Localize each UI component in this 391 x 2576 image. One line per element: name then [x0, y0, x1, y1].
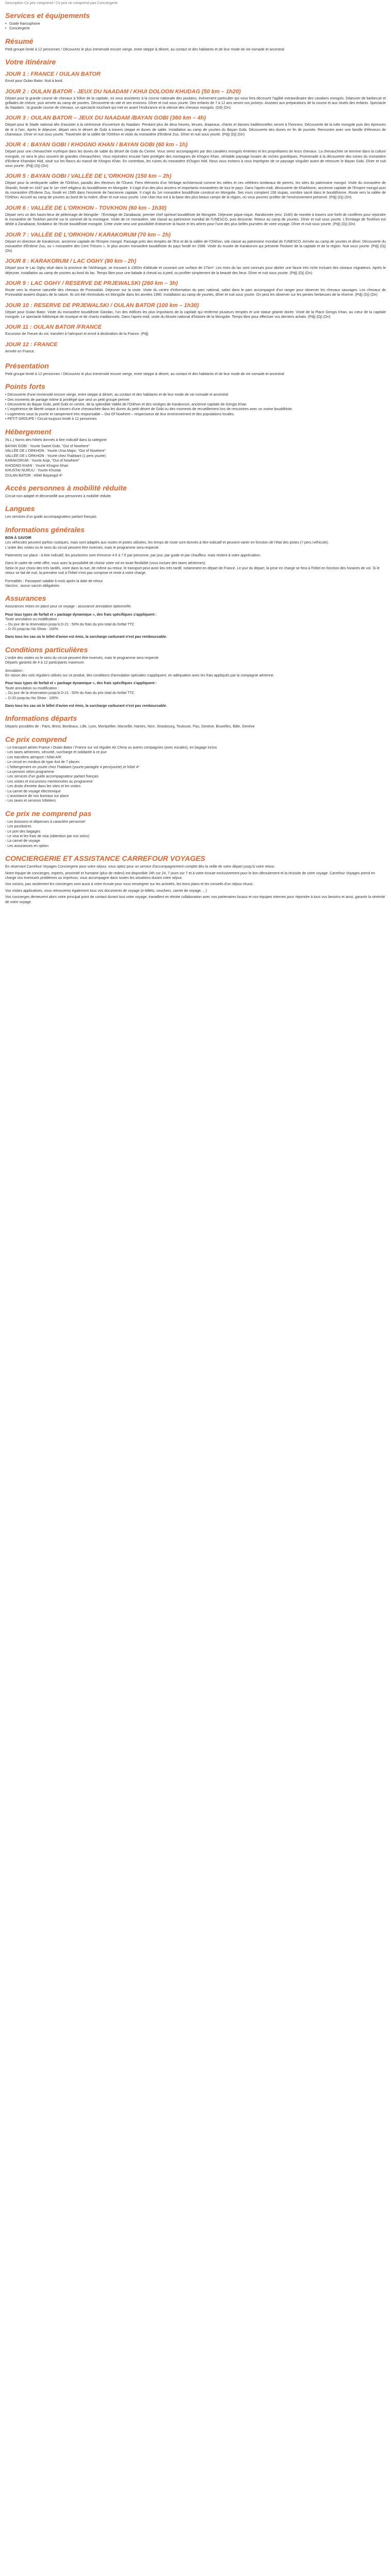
langues-section — [5, 504, 386, 519]
day-block — [5, 341, 386, 354]
info-paragraph: Vaccins : aucun vaccin obligatoire. — [5, 584, 60, 588]
prix-comprend-pas-title: Ce prix ne comprend pas — [5, 809, 92, 818]
info-paragraph: Dans le cadre de cette offre, vous avez la possibilité de choisir votre vol en toute flexibilité (vous incluez des taxes aériennes). — [5, 562, 206, 566]
day-text: Arrivée en France. — [5, 349, 35, 353]
list-item: - Les visites et excursions mentionnées au programme — [5, 779, 93, 784]
day-title: JOUR 1 : FRANCE / OULAN BATOR — [5, 71, 101, 78]
info-paragraph: Paiements sur place : à titre indicatif, les pourboires sont d'environ 4 € à 7 € par personne, par jour, par guide et par chauffeur, mais restent à votre appréciation. — [5, 553, 262, 557]
day-block — [5, 231, 386, 254]
list-item: - Les droits d'entrée dans les sites et les visites — [5, 785, 81, 789]
day-block — [5, 324, 386, 336]
resume-section — [5, 37, 386, 52]
day-title: JOUR 9 : LAC OGHY / RESERVE DE PRJEWALSKI (260 km – 3h) — [5, 280, 178, 287]
accessibility-title: Accès personnes à mobilité réduite — [5, 483, 127, 492]
day-text: Route vers la réserve naturelle des chevaux de Przewalski. Déjeuner sur la route. Visite du centre d'information du parc national, safari dans le parc accompagné d'un ranger pour observer les chevaux sauvages. Les chevaux de Przewalski avaient disparu de la nature. Ils ont été réintroduits en Mongolie dans les années 1990. Installation au camp de yourtes, dîner et nuit sous yourte. On peut les observer sur les pentes herbeuses de la réserve. (Pdj) (Dj) (Dn) — [5, 289, 386, 297]
assurances-section — [5, 594, 386, 639]
conditions-title: Conditions particulières — [5, 645, 88, 654]
day-block — [5, 280, 386, 298]
departs-text: Départs possibles de : Paris, Brest, Bordeaux, Lille, Lyon, Montpellier, Marseille, Nantes, Nice, Strasbourg, Toulouse, Pau, Genève, Bruxelles, Bâle, Genève — [5, 725, 255, 729]
day-block — [5, 114, 386, 137]
services-list — [5, 22, 386, 31]
conditions-paragraph: L'ordre des visites ou le sens du circuit peuvent être inversés, mais le programme sera respecté. — [5, 656, 159, 660]
list-item: • Logements sous la yourte et campement très responsable – Out Of Nowhere – respectueux de leur environnement et des populations locales. — [5, 412, 235, 416]
day-block — [5, 258, 386, 276]
hebergement-title: Hébergement — [5, 427, 52, 436]
page — [0, 0, 391, 917]
langues-text: Les services d'un guide accompagnateur parlant français — [5, 515, 96, 519]
list-item: • Découverte du Bayan Gobi, petit Gobi en centre, de la splendide Vallée de l'Orkhon et des vestiges de Karakorum, ancienne capitale de Gengis Khan — [5, 403, 247, 407]
itinerary-section — [5, 57, 386, 354]
day-title: JOUR 8 : KARAKORUM / LAC OGHY (80 km - 2h) — [5, 258, 137, 265]
presentation-section — [5, 361, 386, 377]
day-text: Départ vers un des hauts-lieux de pèlerinage de Mongolie : l'Ermitage de Zanabazar, premier chef spirituel bouddhiste de Mongolie. Déjeuner pique-nique. Randonnée (env. 1h30) de montée à travers une forêt de conifères pour rejoindre le monastère de Tovkhon perché sur le sommet de la montagne. Visite de ce monastère, site classé au patrimoine mondial de l'UNESCO, puis descente. Retour au camp de yourtes. Dîner et nuit sous yourte. L'Ermitage de Tovkhon est dédié à Zanabazar, fondateur de l'école bouddhiste mongole. Cette visite sera une possibilité d'observer la faune et les arbres pour l'une des plus belles journées de votre voyage. Dîner et nuit sous yourte. (Pdj) (Dj) (Dn) — [5, 213, 386, 227]
list-item: - Les taxes et services hôteliers — [5, 799, 56, 803]
day-text: Départ pour le Lac Oghy situé dans la province de l'Arkhangaï, se trouvant à 1300m d'altitude et couvrant une surface de 27km². Les rives du lac sont connues pour abriter une faune très riche incluant des oiseaux migrateurs. Après le déjeuner, installation au camp de yourtes au bord du lac. Temps libre pour une balade à cheval ou à pied, ou profiter simplement de la beauté des lieux. Dîner et nuit sous yourte. (Pdj) (Dj) (Dn) — [5, 266, 386, 275]
conditions-section — [5, 645, 386, 709]
points-forts-section — [5, 382, 386, 421]
conditions-paragraph: Départs garantis de 4 à 12 participants maximum. — [5, 661, 85, 665]
day-title: JOUR 10 : RESERVE DE PRJEWALSKI / OULAN BATOR (100 km – 1h30) — [5, 302, 199, 309]
info-paragraph: Selon le jour choisi des très tardifs, voire dans la nuit, de même au retour, le transport peut avoir lieu très tardif, notamment en départ de France. Le jour du départ, la prise en charge se fera à l'hôtel en fonction des horaires de vol. Si le retour se fait de nuit, la première nuit à l'hôtel n'est pas comprise et reste à votre charge. — [5, 566, 380, 575]
list-item: - Les boissons et dépenses à caractère personnel — [5, 820, 85, 824]
list-item: - Les taxes aériennes, sécurité, surcharge et solidarité à ce jour — [5, 751, 107, 755]
list-item: - Le port des bagages — [5, 829, 41, 834]
day-text: Départ pour la verdoyante vallée de l'Orkhon, paradis des éleveurs de l'Ouest. Fiers éléments d'un héritage architectural comme les stèles et ces célèbres tombeaux de pierres, les sites du patrimoine mongol. Visite du monastère de Shankh, fondé en 1647 par le 1er chef religieux du bouddhisme en Mongolie. Il s'agit d'un des plus anciens et importants monastères de tout le pays. Dans l'après-midi, découverte de Kharkhorin, ancienne capitale de l'Empire mongol puis du monastère d'Erdene Zuu, fondé en 1585 dans l'enceinte de l'ancienne capitale. Il s'agit du 1er monastère bouddhiste construit en Mongolie. Ses murs comptent 108 stupas, nombre sacré dans le bouddhisme. Route vers la vallée de l'Orkhon. Accueil au camp de yourtes au bord de la rivière, dîner et nuit sous yourte. Une Ulan Nur est à la base des plus beaux camps de la région, où vous pourrez profiter de l'environnement préservé. (Pdj) (Dj) (Dn) — [5, 181, 386, 200]
assurances-title: Assurances — [5, 594, 46, 603]
list-item: VALLÉE DE L'ORKHON : Yourte Ursa Major, "Out of Nowhere" — [5, 449, 106, 453]
conciergerie-section — [5, 854, 386, 905]
info-generales-section — [5, 525, 386, 589]
list-item: - Le visa et les frais de visa (obtention par vos soins) — [5, 834, 90, 838]
list-item: • Découverte d'une immensité encore vierge, entre steppe & désert, au contact et des habitants et de leur mode de vie nomade et ancestral — [5, 393, 229, 397]
list-item: KHUSTAI NURUU : Yourte Khustai — [5, 469, 61, 473]
list-item: - Les transferts aéroport / hôtel A/R — [5, 755, 61, 759]
info-paragraph: BON À SAVOIR — [5, 536, 31, 540]
day-text: Départ pour une chevauchée mythique dans les dunes de sable du désert de Gobi du Centre. Vous serez accompagnés par des cavaliers mongols émérites et les propriétaires de leurs chevaux. La chevauchée se termine dans la culture mongole, ce sera le plus souvent de grandes chevauchées. Vous rejoindrez ensuite l'aire protégée des montagnes de Khogno Khan, véritable paysage lunaire de roches granitiques. Promenade à la découverte des ruines du monastère d'Erdene Khambiin Hiid, situé sur les flancs du massif de Khogno Khan. En contrebas, les ruines du monastère d'Ovgon Hiid. Nous vous invitons à vous imprégner de ce paysage singulier avant de retrouver le Bayan Gobi. Dîner et nuit sous yourte. (Pdj) (Dj) (Dn) — [5, 150, 386, 168]
langues-title: Langues — [5, 504, 35, 513]
day-title: JOUR 2 : OULAN BATOR - JEUX DU NAADAM / KHUI DOLOON KHUDAG (50 km – 1h20) — [5, 88, 241, 95]
day-title: JOUR 12 : FRANCE — [5, 341, 58, 348]
day-block — [5, 173, 386, 200]
day-block — [5, 141, 386, 168]
day-title: JOUR 7 : VALLÉE DE L'ORKHON / KARAKORUM (70 km – 2h) — [5, 231, 171, 238]
day-block — [5, 302, 386, 320]
presentation-text: Petit groupe limité à 12 personnes ! Découvrez le plus immensité encore vierge, entre steppe & désert, au contact et des habitants et de leur mode de vie nomade et ancestral — [5, 372, 284, 376]
info-paragraph: L'ordre des visites ou le sens du circuit peuvent être inversés, mais le programme sera respecté. — [5, 546, 159, 550]
info-generales-title: Informations générales — [5, 525, 85, 534]
day-text: Excursion de l'heure du vol, transfert à l'aéroport et envol à destination de la France. (Pdj) — [5, 332, 149, 336]
page-description: Description Ce prix comprend / Ce prix ne comprend pas Conciergerie — [5, 2, 118, 5]
departs-section — [5, 714, 386, 729]
assurance-paragraph: Pour tous types de forfait et « package dynamique », des frais spécifiques s'appliquent : — [5, 613, 157, 617]
list-item: BAYAN GOBI : Yourte Sweet Gobi, "Out of Nowhere" — [5, 445, 90, 449]
resume-text: Petit groupe limité à 12 personnes ! Découvrez le plus immensité encore vierge, entre steppe & désert, au contact et des habitants et de leur mode de vie nomade et ancestral — [5, 47, 284, 52]
conditions-paragraph: En raison des vols réguliers utilisés sur ce produit, des conditions d'annulation spéciales s'appliquent, en adéquation avec les frais appliqués par la compagnie aérienne. — [5, 674, 274, 678]
list-item: • PETIT GROUPE / Circuit toujours limité à 12 personnes — [5, 417, 97, 421]
services-section — [5, 11, 386, 31]
hebergement-section — [5, 427, 386, 478]
day-text: Envol pour Oulan Bator. Nuit à bord. — [5, 79, 63, 83]
list-item: - Les assurances en option — [5, 844, 49, 848]
list-item: KHOGNO KHAN : Yourte Khogno Khan — [5, 464, 69, 468]
conciergerie-paragraph: Vos concierges demeurent alors votre principal point de contact durant tout votre voyage, travaillent en étroite collaboration avec nos partenaires locaux et nos équipes internes pour répondre à tous vos besoins et ainsi, garantir la sérénité de votre voyage. — [5, 895, 385, 904]
resume-title: Résumé — [5, 37, 34, 45]
conditions-paragraph: Annulation : — [5, 669, 24, 673]
assurance-paragraph: Toute annulation ou modification : — [5, 618, 59, 622]
hebergement-intro: (N.L.) Noms des hôtels donnés à titre indicatif dans la catégorie — [5, 438, 107, 442]
conditions-paragraph: Dans tous les cas où le billet d'avion est émis, la surcharge carburant n'est pas remboursable. — [5, 704, 167, 708]
info-paragraph: Les véhicules peuvent parfois rustiques, mais sont adaptés aux routes et pistes utilisées, les temps de route sont donnés à titre indicatif et peuvent varier en fonction de l'état des pistes (7 pers./véhicule). — [5, 541, 329, 545]
assurance-paragraph: Assurances mises en place pour ce voyage : assurance annulation optionnelle. — [5, 605, 132, 609]
day-title: JOUR 11 : OULAN BATOR /FRANCE — [5, 324, 102, 331]
prix-comprend-section — [5, 735, 386, 804]
services-title: Services et équipements — [5, 11, 90, 20]
prix-comprend-title: Ce prix comprend — [5, 735, 67, 743]
list-item: - Le circuit en minibus de type 4x4 de 7 places — [5, 760, 79, 765]
list-item: - Le transport aérien France / Oulan Bator / France sur vol régulier Air China ou autres compagnies (avec escales), en bagage inclus — [5, 745, 217, 750]
list-item: • Des moments de partage intime & privilégié que seul un petit groupe permet — [5, 398, 129, 402]
list-item: • L'expérience de liberté unique à travers d'une chevauchée dans les dunes du petit désert de Gobi ou des moments de recueillement lors de rencontres avec un moine bouddhiste. — [5, 408, 293, 412]
list-item: - Les pourboires — [5, 825, 31, 829]
accessibility-section — [5, 483, 386, 499]
list-item: KARAKORUM : Yourte Anja, "Out of Nowhere" — [5, 459, 80, 463]
itinerary-title: Votre itinéraire — [5, 58, 56, 66]
day-title: JOUR 5 : BAYAN GOBI / VALLÉE DE L'ORKHON (150 km – 2h) — [5, 173, 172, 180]
list-item: - La carnet de voyage — [5, 839, 40, 843]
list-item: • Guide francophone — [5, 22, 386, 26]
conditions-paragraph: – D-20 jusqu'au No Show : 100% — [5, 696, 58, 700]
day-text: Départ pour Oulan Bator. Visite du monastère bouddhiste Gandan, l'un des édifices les plus importants de la capitale qui renferme plusieurs temples et une statue géante dorée. Visite de la Place Gengis Khan, au cœur de la capitale mongole. Le spectacle folklorique de musique et de chants traditionnels. Dans l'après-midi, visite du Musée national d'histoire de la Mongolie. Temps libre pour effectuer vos derniers achats. (Pdj) (Dj) (Dn) — [5, 310, 386, 319]
departs-title: Informations départs — [5, 714, 77, 723]
conditions-paragraph: Pour tous types de forfait et « package dynamique », des frais spécifiques s'appliquent : — [5, 682, 157, 686]
list-item: • Conciergerie — [5, 26, 386, 31]
assurance-paragraph: – D-20 jusqu'au No Show : 100% — [5, 628, 58, 632]
conciergerie-paragraph: Vos voisins, pas seulement les concierges sont aussi à votre écoute pour vous renseigner sur les activités, les bons plans et les conseils d'un séjour réussi. — [5, 883, 254, 887]
day-block — [5, 205, 386, 227]
conditions-paragraph: – Du jour de la réservation jusqu'à D-21 : 50% du frais du prix total du forfait TTC — [5, 691, 135, 696]
day-text: Départ en direction de Karakorum, ancienne capitale de l'Empire mongol. Passage près des temples de l'Est et de la vallée de l'Orkhon, site classé au patrimoine mondial de l'UNESCO. Arrivée au camp de yourtes et dîner. Découverte du monastère d'Erdene Zuu, ou « monastère des Cent Trésors », le plus ancien monastère bouddhiste du pays fondé en 1586. Visite du musée de Karakorum qui présente l'histoire de la capitale et de la région. Nuit sous yourte. (Pdj) (Dj) (Dn) — [5, 240, 386, 253]
list-item: - L'assistance de nos bureaux sur place — [5, 794, 69, 798]
list-item: VALLÉE DE L'ORKHON : Yourte chez l'habitant (1 pers yourte) — [5, 454, 106, 458]
presentation-title: Présentation — [5, 361, 49, 370]
list-item: OULAN BATOR : Hôtel Bayangol 4* — [5, 473, 63, 478]
list-item: - Les services d'un guide accompagnateur parlant français — [5, 775, 99, 779]
conditions-paragraph: Toute annulation ou modification : — [5, 686, 59, 690]
day-title: JOUR 6 : VALLÉE DE L'ORKHON - TOVKHON (60 km - 1h30) — [5, 205, 167, 211]
assurance-paragraph: – Du jour de la réservation jusqu'à D-21 : 50% du frais du prix total du forfait TTC — [5, 622, 135, 626]
list-item: - La pension selon programme — [5, 770, 54, 774]
day-title: JOUR 3 : OULAN BATOR – JEUX DU NAADAM /BAYAN GOBI (360 km – 4h) — [5, 115, 206, 122]
points-forts-title: Points forts — [5, 382, 45, 391]
info-paragraph: Formalités : Passeport valable 6 mois après la date de retour. — [5, 579, 104, 583]
conciergerie-paragraph: Notre équipe de concierges, experts, proximité et humaine (plus de redevi) est disponible 24h sur 24, 7 jours sur 7 et à votre écoute exclusivement pour le bon déroulement et la réussite de votre voyage. Carrefour Voyages prend en charge vos éventuels problèmes ou imprévus, vous accompagne dans toutes les situations durant votre séjour. — [5, 871, 376, 880]
assurance-paragraph: Dans tous les cas où le billet d'avion est émis, la surcharge carburant n'est pas remboursable. — [5, 635, 167, 639]
conciergerie-paragraph: En réservant Carrefour Voyages Conciergerie pour votre séjour, vous optez pour un service d'accompagnement complet dès la veille de votre départ jusqu'à votre retour. — [5, 865, 275, 869]
list-item: - L'hébergement en yourte chez l'habitant (yourte partagée 4 pers/yourte) et hôtel 4* — [5, 765, 140, 769]
conciergerie-title: CONCIERGERIE ET ASSISTANCE CARREFOUR VOYAGES — [5, 854, 205, 863]
accessibility-text: Circuit non adapté et déconseillé aux personnes à mobilité réduite. — [5, 494, 112, 498]
prix-comprend-pas-section — [5, 809, 386, 849]
day-text: Départ pour le Stade national afin d'assister à la cérémonie d'ouverture du Naadam. Pendant plus de deux heures, tenues, drapeaux, chants et danses traditionnelles seront à l'honneur. Découverte de la lutte mongole puis des épreuves de tir à l'arc. Après le déjeuner, départ vers le désert de Gobi à travers steppe et dunes de sable. Installation au camp de yourtes du Bayan Gobi. Découverte des dunes en fin de journée. Rencontre avec une famille d'éleveurs de chameaux. Dîner et nuit sous yourte. Traversée de la vallée de l'Orkhon et visite du monastère d'Erdene Zuu. Dîner et nuit sous yourte. (Pdj) (Dj) (Dn) — [5, 123, 386, 137]
day-block — [5, 71, 386, 83]
conciergerie-paragraph: Vos visites applicatives, vous retrouverez également tous vos documents de voyage (e-billets, vouchers, carnet de voyage, ...) — [5, 889, 207, 893]
day-title: JOUR 4 : BAYAN GOBI / KHOGNO KHAN / BAYAN GOBI (60 km - 1h) — [5, 142, 188, 148]
day-block — [5, 88, 386, 111]
list-item: - La carnet de voyage électronique — [5, 789, 61, 793]
day-text: Départ pour la grande course de chevaux à 50km de la capitale, où vous assisterez à la course nationale des poulains, évènement particulier qui vous fera découvrir l'agilité extraordinaire des cavaliers mongols. Déjeuner de barbecue et grillades de chèvre, puis arrivée au camp de yourtes. Découverte du site et ses environs. Dîner et nuit sous yourte. Des enfants de 7 à 12 ans seront vos jockeys. Assistez aux préparations de la course et aux rituels des enfants. Spectacle du Naadam : la grande course de chevaux, un spectacle touchant qui met en avant l'endurance et la vitesse des chevaux mongols. (Dd) (Dn) — [5, 96, 386, 110]
